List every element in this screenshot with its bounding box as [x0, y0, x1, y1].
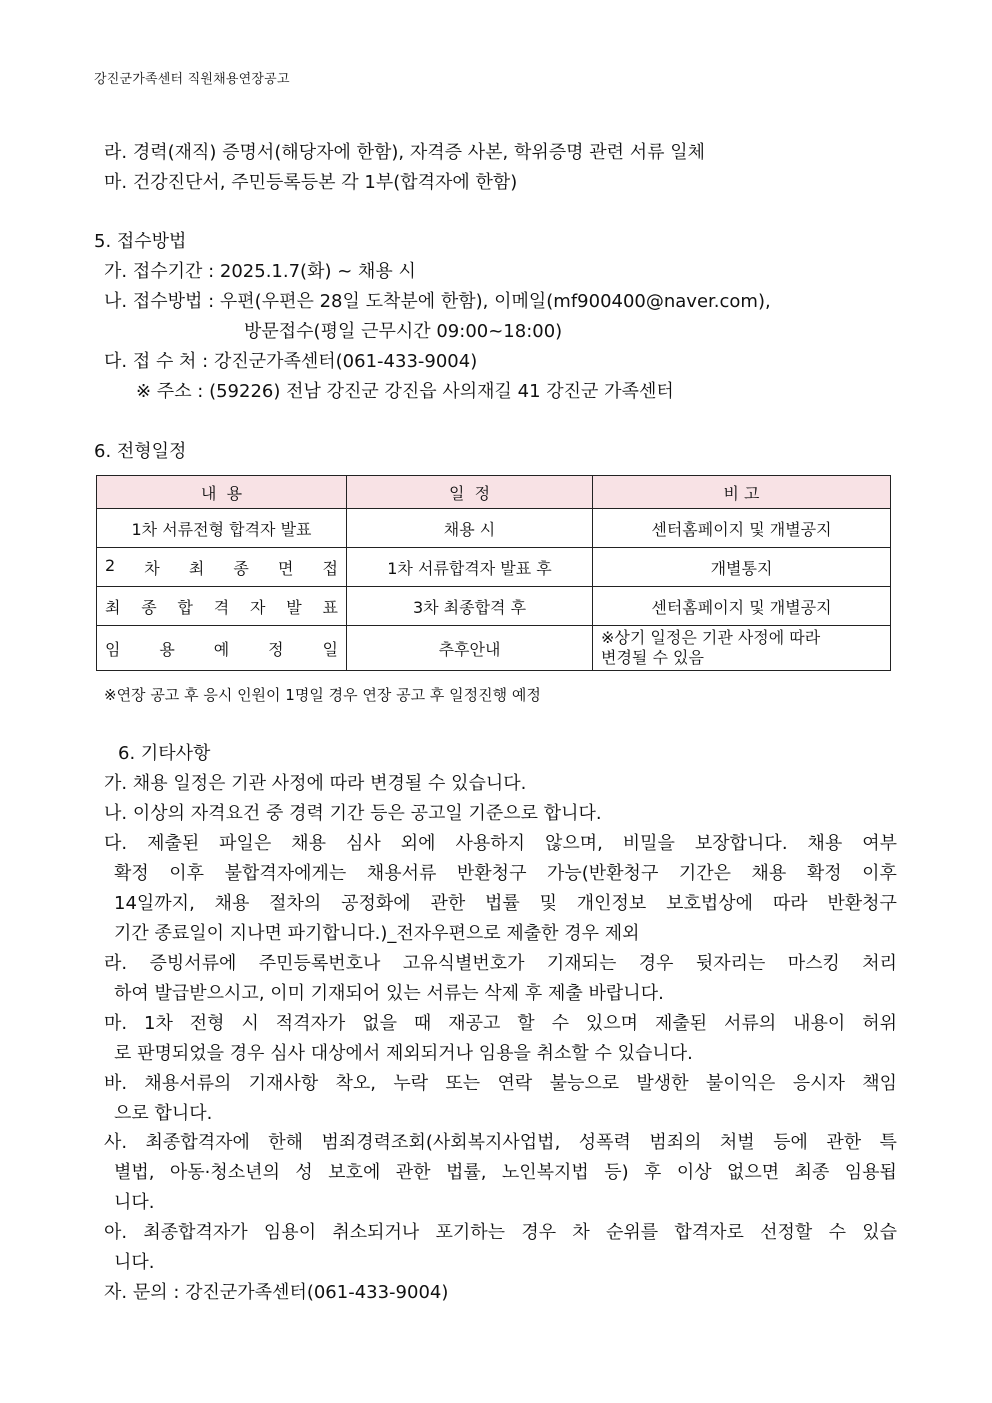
- word: 아.: [104, 1222, 128, 1243]
- word: 법률: [485, 893, 520, 914]
- word: 바.: [104, 1073, 128, 1094]
- word: 불능으로: [549, 1073, 620, 1094]
- etc-item-ga: 가. 채용 일정은 기관 사정에 따라 변경될 수 있습니다.: [104, 773, 527, 794]
- word: 불이익은: [705, 1073, 776, 1094]
- doc-item-ra: 라. 경력(재직) 증명서(해당자에 한함), 자격증 사본, 학위증명 관련 서류 일체: [104, 142, 705, 163]
- word: 제출된: [147, 833, 200, 854]
- word: 내용이: [793, 1013, 846, 1034]
- word: 2: [105, 555, 116, 575]
- row-content: [97, 548, 347, 587]
- row-content: [97, 626, 347, 671]
- etc-item-ba-2: 으로 합니다.: [114, 1103, 213, 1124]
- word: 책임: [862, 1073, 897, 1094]
- word: 주민등록번호나: [258, 953, 381, 974]
- word: 이후: [862, 863, 897, 884]
- etc-item-da-3: [104, 892, 897, 916]
- word: 등): [604, 1162, 629, 1183]
- word: 최종합격자가: [143, 1222, 248, 1243]
- word: 격: [213, 597, 230, 617]
- word: 임용됩: [844, 1162, 897, 1183]
- word: 채용: [807, 833, 843, 854]
- word: 자: [250, 597, 266, 617]
- table-row: [97, 626, 891, 671]
- word: 포기하는: [435, 1222, 506, 1243]
- word: 특: [879, 1132, 897, 1153]
- word: 아동·청소년의: [169, 1162, 280, 1183]
- word: 합: [177, 597, 193, 617]
- word: 일: [322, 639, 338, 659]
- section5-place: 다. 접 수 처 : 강진군가족센터(061-433-9004): [104, 351, 478, 372]
- section5-method: 나. 접수방법 : 우편(우편은 28일 도착분에 한함), 이메일(mf900400@naver.com),: [104, 291, 771, 312]
- word: 선정할: [760, 1222, 813, 1243]
- etc-item-sa-2: [104, 1161, 897, 1185]
- spread-text: [105, 556, 338, 579]
- word: 라.: [104, 953, 128, 974]
- word: 최: [105, 597, 121, 617]
- word: 성: [295, 1162, 313, 1183]
- word: 발: [286, 597, 302, 617]
- word: 면: [277, 558, 294, 578]
- word: 않으며,: [544, 833, 603, 854]
- etc-item-aa-2: 니다.: [114, 1252, 155, 1273]
- word: 종: [141, 597, 157, 617]
- word: 보호에: [328, 1162, 381, 1183]
- word: 확정: [114, 863, 149, 884]
- word: 재공고: [448, 1013, 501, 1034]
- word: 최종합격자에: [145, 1132, 250, 1153]
- section5-method-cont: 방문접수(평일 근무시간 09:00~18:00): [244, 321, 563, 342]
- row-schedule: 3차 최종합격 후: [347, 587, 593, 626]
- word: 한해: [268, 1132, 304, 1153]
- word: 순위를: [605, 1222, 659, 1243]
- word: 없으면: [727, 1162, 780, 1183]
- word: 경우: [521, 1222, 557, 1243]
- word: 누락: [393, 1073, 429, 1094]
- word: 이후: [169, 863, 205, 884]
- word: 있습: [862, 1222, 897, 1243]
- word: 개인정보: [576, 893, 647, 914]
- table-row: [97, 509, 891, 548]
- word: 수: [828, 1222, 846, 1243]
- word: 별법,: [114, 1162, 155, 1183]
- etc-item-na: 나. 이상의 자격요건 중 경력 기간 등은 공고일 기준으로 합니다.: [104, 803, 602, 824]
- schedule-footnote: ※연장 공고 후 응시 인원이 1명일 경우 연장 공고 후 일정진행 예정: [104, 686, 541, 704]
- word: 임용이: [263, 1222, 317, 1243]
- word: 외에: [400, 833, 436, 854]
- word: 채용서류: [366, 863, 437, 884]
- word: 예: [213, 639, 230, 659]
- word: 노인복지법: [501, 1162, 589, 1183]
- word: 관한: [826, 1132, 862, 1153]
- word: 마.: [104, 1013, 128, 1034]
- word: 가능(반환청구: [546, 863, 659, 884]
- word: 처벌: [719, 1132, 755, 1153]
- row-note: 개별통지: [593, 548, 891, 587]
- word: 비밀을: [622, 833, 675, 854]
- table-row: [97, 548, 891, 587]
- word: 합격자로: [674, 1222, 744, 1243]
- word: 용: [159, 639, 175, 659]
- table-row: [97, 587, 891, 626]
- row-content: [97, 587, 347, 626]
- word: 표: [322, 597, 338, 617]
- etc-item-ba-1: [104, 1072, 897, 1096]
- word: 허위: [862, 1013, 897, 1034]
- word: 반환청구: [827, 893, 897, 914]
- spread-text: [105, 595, 338, 618]
- word: 관한: [430, 893, 466, 914]
- word: 기간은: [678, 863, 732, 884]
- word: 제출된: [654, 1013, 708, 1034]
- word: 채용: [214, 893, 250, 914]
- word: 불합격자에게는: [224, 863, 347, 884]
- word: 파일은: [219, 833, 272, 854]
- word: 때: [413, 1013, 432, 1034]
- word: 성폭력: [578, 1132, 631, 1153]
- word: 차: [144, 558, 160, 578]
- row-content: 1차 서류전형 합격자 발표: [97, 509, 347, 548]
- word: 취소되거나: [332, 1222, 420, 1243]
- word: 채용: [751, 863, 787, 884]
- word: 임: [105, 639, 121, 659]
- word: 종: [233, 558, 249, 578]
- etc-item-ra-1: [104, 952, 897, 976]
- word: 차: [572, 1222, 590, 1243]
- word: 등에: [773, 1132, 808, 1153]
- section7-title: 6. 기타사항: [118, 743, 211, 764]
- word: 정: [268, 639, 284, 659]
- word: 14일까지,: [114, 893, 195, 914]
- word: 범죄경력조회(사회복지사업법,: [321, 1132, 561, 1153]
- word: 발생한: [636, 1073, 689, 1094]
- word: 채용서류의: [144, 1073, 232, 1094]
- etc-item-sa-1: [104, 1131, 897, 1155]
- etc-item-ma-2: 로 판명되었을 경우 심사 대상에서 제외되거나 임용을 취소할 수 있습니다.: [114, 1043, 693, 1064]
- row-note: [593, 626, 891, 671]
- header-schedule: 일 정: [347, 476, 593, 509]
- word: 마스킹: [787, 953, 840, 974]
- section5-title: 5. 접수방법: [94, 231, 187, 252]
- word: 확정: [806, 863, 842, 884]
- word: 경우: [638, 953, 674, 974]
- word: 응시자: [792, 1073, 845, 1094]
- word: 전형: [189, 1013, 225, 1034]
- schedule-header-row: [97, 476, 891, 509]
- word: 이상: [676, 1162, 712, 1183]
- etc-item-ra-2: 하여 발급받으시고, 이미 기재되어 있는 서류는 삭제 후 제출 바랍니다.: [114, 983, 664, 1004]
- section5-period: 가. 접수기간 : 2025.1.7(화) ~ 채용 시: [104, 261, 416, 282]
- word: 수: [551, 1013, 569, 1034]
- row-schedule: 채용 시: [347, 509, 593, 548]
- word: 또는: [445, 1073, 481, 1094]
- word: 사.: [104, 1132, 128, 1153]
- word: 최: [188, 558, 205, 578]
- spread-text: [105, 637, 338, 660]
- word: 시: [241, 1013, 259, 1034]
- word: 다.: [104, 833, 128, 854]
- word: 법률,: [445, 1162, 487, 1183]
- word: 적격자가: [275, 1013, 346, 1034]
- word: 연락: [497, 1073, 533, 1094]
- row-note-line2: 변경될 수 있음: [601, 648, 704, 667]
- row-note: 센터홈페이지 및 개별공지: [593, 587, 891, 626]
- section6-title: 6. 전형일정: [94, 441, 187, 462]
- word: 증빙서류에: [149, 953, 237, 974]
- word: 없을: [362, 1013, 398, 1034]
- word: 여부: [862, 833, 897, 854]
- etc-item-ma-1: [104, 1012, 897, 1036]
- word: 채용: [291, 833, 327, 854]
- word: 심사: [346, 833, 381, 854]
- word: 반환청구: [456, 863, 527, 884]
- etc-item-aa-1: [104, 1221, 897, 1245]
- etc-item-da-4: 기간 종료일이 지나면 파기합니다.)_전자우편으로 제출한 경우 제외: [114, 923, 640, 944]
- document-header: 강진군가족센터 직원채용연장공고: [94, 72, 290, 87]
- word: 사용하지: [455, 833, 525, 854]
- row-schedule: 추후안내: [347, 626, 593, 671]
- etc-item-da-2: [104, 862, 897, 886]
- word: 절차의: [269, 893, 322, 914]
- word: 있으며: [585, 1013, 639, 1034]
- word: 할: [517, 1013, 535, 1034]
- word: 보장합니다.: [694, 833, 788, 854]
- word: 범죄의: [649, 1132, 702, 1153]
- row-note-line1: ※상기 일정은 기관 사정에 따라: [601, 628, 821, 647]
- word: 고유식별번호가: [402, 953, 525, 974]
- word: 처리: [862, 953, 897, 974]
- word: 서류의: [724, 1013, 777, 1034]
- word: 관한: [395, 1162, 431, 1183]
- word: 후: [644, 1162, 662, 1183]
- word: 기재되는: [546, 953, 617, 974]
- section5-address: ※ 주소 : (59226) 전남 강진군 강진읍 사의재길 41 강진군 가족센터: [136, 381, 674, 402]
- etc-item-sa-3: 니다.: [114, 1192, 155, 1213]
- header-note: 비 고: [593, 476, 891, 509]
- row-note: 센터홈페이지 및 개별공지: [593, 509, 891, 548]
- word: 1차: [144, 1013, 173, 1034]
- header-content: 내 용: [97, 476, 347, 509]
- schedule-table: [96, 475, 891, 671]
- word: 및: [539, 893, 557, 914]
- word: 기재사항: [248, 1073, 319, 1094]
- word: 접: [322, 558, 338, 578]
- doc-item-ma: 마. 건강진단서, 주민등록등본 각 1부(합격자에 한함): [104, 172, 518, 193]
- word: 공정화에: [341, 893, 411, 914]
- word: 뒷자리는: [695, 953, 766, 974]
- word: 최종: [794, 1162, 830, 1183]
- word: 따라: [772, 893, 808, 914]
- row-schedule: 1차 서류합격자 발표 후: [347, 548, 593, 587]
- etc-item-ja: 자. 문의 : 강진군가족센터(061-433-9004): [104, 1282, 449, 1303]
- etc-item-da-1: [104, 832, 897, 856]
- word: 착오,: [335, 1073, 377, 1094]
- word: 보호법상에: [666, 893, 754, 914]
